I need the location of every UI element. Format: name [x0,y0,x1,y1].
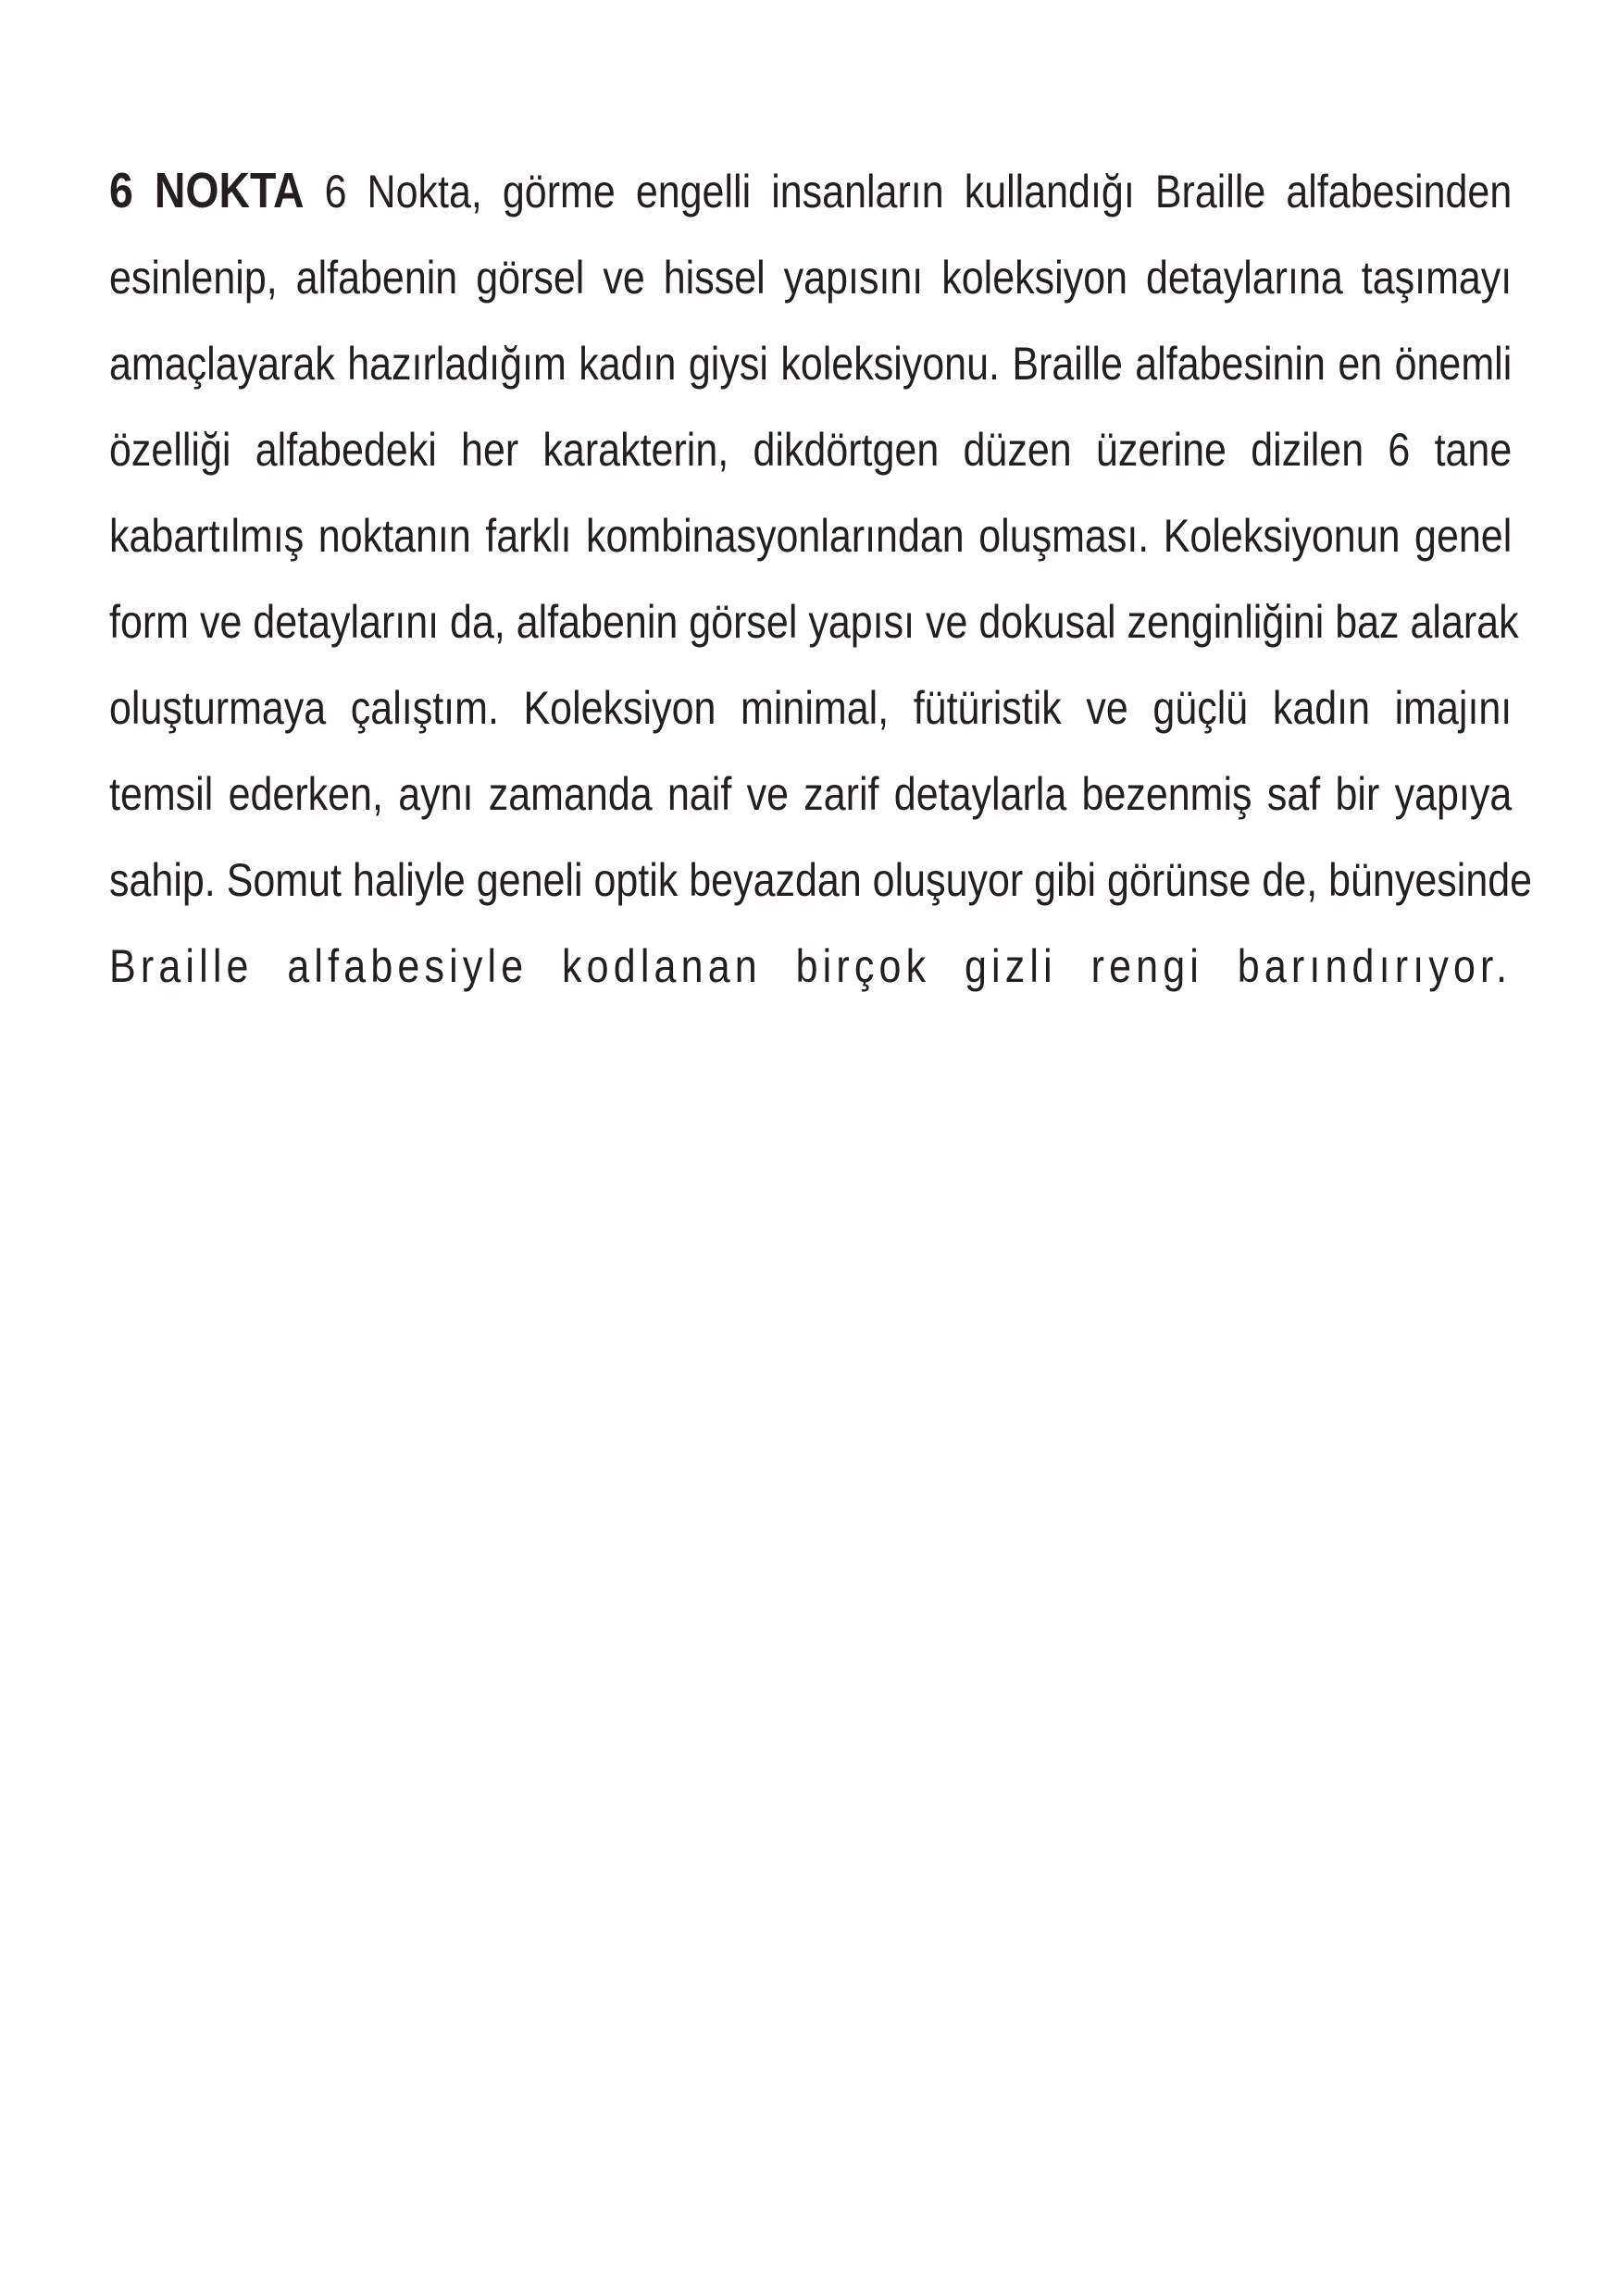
paragraph-line-4: özelliği alfabedeki her karakterin, dikdörtgen düzen üzerine dizilen 6 tane [109,424,1513,476]
paragraph-line-5: kabartılmış noktanın farklı kombinasyonlarından oluşması. Koleksiyonun genel [109,510,1513,562]
paragraph-line-6: form ve detaylarını da, alfabenin görsel yapısı ve dokusal zenginliğini baz alarak [109,596,1519,648]
paragraph-line-9: sahip. Somut haliyle geneli optik beyazdan oluşuyor gibi görünse de, bünyesinde [109,854,1533,906]
body-paragraph [109,148,1533,1010]
line-text: 6 Nokta, görme engelli insanların kullandığı Braille alfabesinden [324,166,1513,217]
document-title: 6 NOKTA [109,163,305,218]
paragraph-line-3: amaçlayarak hazırladığım kadın giysi koleksiyonu. Braille alfabesinin en önemli [109,338,1513,390]
paragraph-line-2: esinlenip, alfabenin görsel ve hissel yapısını koleksiyon detaylarına taşımayı [109,252,1513,304]
paragraph-line-7: oluşturmaya çalıştım. Koleksiyon minimal, fütüristik ve güçlü kadın imajını [109,682,1513,734]
paragraph-line-8: temsil ederken, aynı zamanda naif ve zarif detaylarla bezenmiş saf bir yapıya [109,768,1513,820]
paragraph-line-10: Braille alfabesiyle kodlanan birçok gizli rengi barındırıyor. [109,940,1513,992]
paragraph-line-1 [109,148,1512,235]
